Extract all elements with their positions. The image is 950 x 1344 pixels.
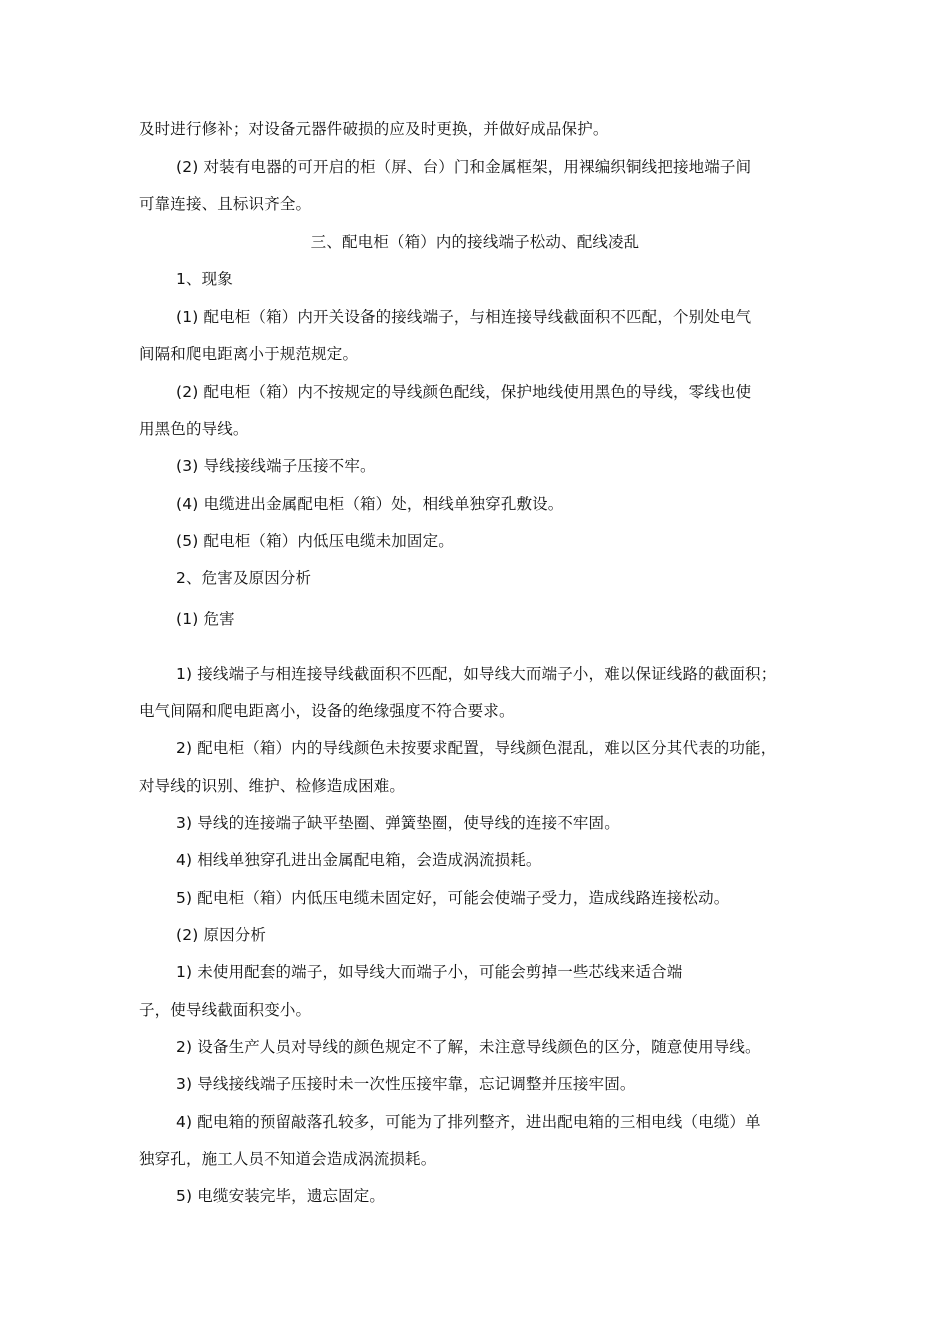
- paragraph-line: 2) 配电柜（箱）内的导线颜色未按要求配置，导线颜色混乱，难以区分其代表的功能，: [176, 739, 777, 757]
- paragraph-line: 及时进行修补；对设备元器件破损的应及时更换，并做好成品保护。: [139, 120, 609, 138]
- paragraph-line: (2) 原因分析: [176, 926, 267, 944]
- paragraph-line: 子，使导线截面积变小。: [139, 1001, 312, 1019]
- paragraph-line: 3) 导线的连接端子缺平垫圈、弹簧垫圈，使导线的连接不牢固。: [176, 814, 620, 832]
- paragraph-line: 4) 相线单独穿孔进出金属配电箱，会造成涡流损耗。: [176, 851, 542, 869]
- paragraph-line: (2) 配电柜（箱）内不按规定的导线颜色配线，保护地线使用黑色的导线，零线也使: [176, 383, 752, 401]
- subsection-heading: 2、危害及原因分析: [176, 569, 312, 587]
- paragraph-line: 用黑色的导线。: [139, 420, 249, 438]
- paragraph-line: (3) 导线接线端子压接不牢。: [176, 457, 376, 475]
- paragraph-line: (2) 对装有电器的可开启的柜（屏、台）门和金属框架，用裸编织铜线把接地端子间: [176, 158, 752, 176]
- subsection-heading: 1、现象: [176, 270, 233, 288]
- paragraph-line: 对导线的识别、维护、检修造成困难。: [139, 777, 406, 795]
- paragraph-line: (1) 危害: [176, 610, 235, 628]
- paragraph-line: (4) 电缆进出金属配电柜（箱）处，相线单独穿孔敷设。: [176, 495, 564, 513]
- paragraph-line: (1) 配电柜（箱）内开关设备的接线端子，与相连接导线截面积不匹配，个别处电气: [176, 308, 752, 326]
- paragraph-line: 4) 配电箱的预留敲落孔较多，可能为了排列整齐，进出配电箱的三相电线（电缆）单: [176, 1113, 761, 1131]
- paragraph-line: 可靠连接、且标识齐全。: [139, 195, 312, 213]
- paragraph-line: 3) 导线接线端子压接时未一次性压接牢靠，忘记调整并压接牢固。: [176, 1075, 636, 1093]
- paragraph-line: 5) 电缆安装完毕，遗忘固定。: [176, 1187, 386, 1205]
- section-heading: 三、配电柜（箱）内的接线端子松动、配线凌乱: [310, 233, 640, 251]
- paragraph-line: 间隔和爬电距离小于规范规定。: [139, 345, 359, 363]
- paragraph-line: 5) 配电柜（箱）内低压电缆未固定好，可能会使端子受力，造成线路连接松动。: [176, 889, 730, 907]
- paragraph-line: 独穿孔，施工人员不知道会造成涡流损耗。: [139, 1150, 437, 1168]
- paragraph-line: 1) 未使用配套的端子，如导线大而端子小，可能会剪掉一些芯线来适合端: [176, 963, 683, 981]
- paragraph-line: 1) 接线端子与相连接导线截面积不匹配，如导线大而端子小，难以保证线路的截面积；: [176, 665, 777, 683]
- paragraph-line: (5) 配电柜（箱）内低压电缆未加固定。: [176, 532, 454, 550]
- paragraph-line: 2) 设备生产人员对导线的颜色规定不了解，未注意导线颜色的区分，随意使用导线。: [176, 1038, 761, 1056]
- paragraph-line: 电气间隔和爬电距离小，设备的绝缘强度不符合要求。: [139, 702, 515, 720]
